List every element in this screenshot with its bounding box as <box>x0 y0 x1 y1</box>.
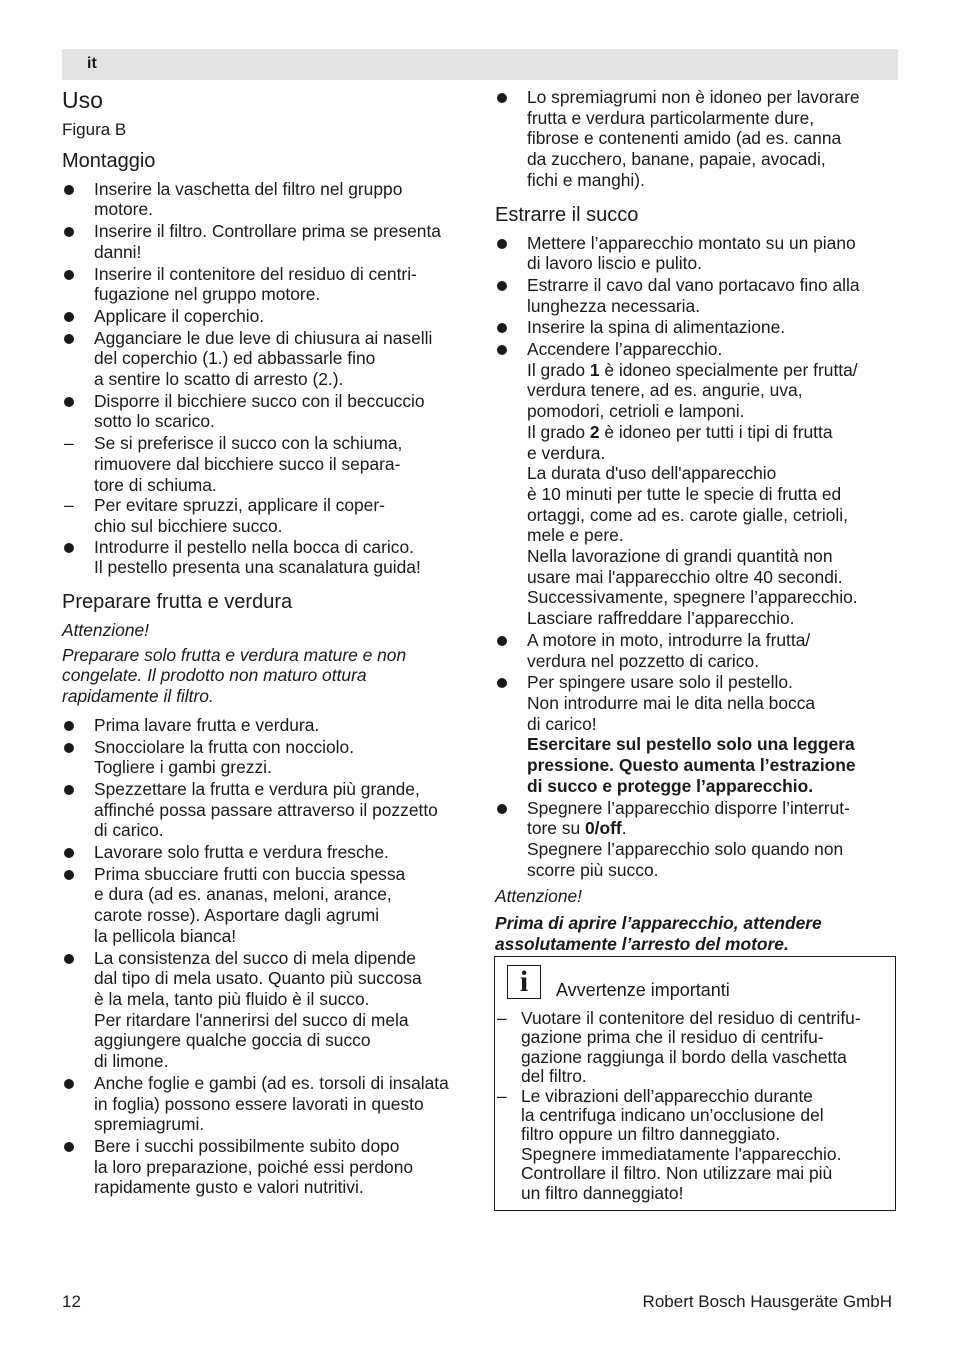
bullet-icon <box>64 785 74 795</box>
list-item: Applicare il coperchio. <box>62 306 466 327</box>
list-item: Inserire il filtro. Controllare prima se presenta danni! <box>62 221 466 262</box>
bullet-icon <box>497 804 507 814</box>
montaggio-list <box>62 179 466 432</box>
dash-icon: – <box>64 433 74 454</box>
grado2-line: Il grado 2 è idoneo per tutti i tipi di frutta <box>527 421 833 442</box>
bullet-icon <box>64 543 74 553</box>
bullet-icon <box>64 397 74 407</box>
figure-reference: Figura B <box>62 119 127 139</box>
attention-text: Preparare solo frutta e verdura mature e non congelate. Il prodotto non maturo ottura rapidamente il filtro. <box>62 644 407 707</box>
bullet-icon <box>64 334 74 344</box>
page-number: 12 <box>62 1292 81 1311</box>
company-name: Robert Bosch Hausgeräte GmbH <box>642 1292 892 1311</box>
grado1-line: Il grado 1 è idoneo specialmente per frutta/ <box>527 359 858 380</box>
bullet-icon <box>497 281 507 291</box>
montaggio-list-last <box>62 537 466 578</box>
list-item: Snocciolare la frutta con nocciolo. Togliere i gambi grezzi. <box>62 737 466 778</box>
list-item: Bere i succhi possibilmente subito dopo la loro preparazione, poiché essi perdono rapidamente gusto e valori nutritivi. <box>62 1136 466 1198</box>
intro-list <box>495 87 897 191</box>
bullet-icon <box>64 954 74 964</box>
list-item: Inserire la vaschetta del filtro nel gruppo motore. <box>62 179 466 220</box>
list-item: – Vuotare il contenitore del residuo di centrifu- gazione prima che il residuo di centrifu- gazione raggiunga il bordo della vaschetta del filtro. <box>497 1008 861 1087</box>
bullet-icon <box>64 870 74 880</box>
list-item: Mettere l’apparecchio montato su un piano di lavoro liscio e pulito. <box>495 233 897 274</box>
list-item: Introdurre il pestello nella bocca di carico. Il pestello presenta una scanalatura guida! <box>62 537 466 578</box>
list-item: Per spingere usare solo il pestello. Non introdurre mai le dita nella bocca di carico! Esercitare sul pestello solo una leggera pressione. Questo aumenta l’estrazione di succo e protegge l’apparecchio. <box>495 672 897 796</box>
list-item: Inserire il contenitore del residuo di centri- fugazione nel gruppo motore. <box>62 264 466 305</box>
bullet-icon <box>497 345 507 355</box>
list-item: Spegnere l’apparecchio disporre l’interrut- tore su 0/off. Spegnere l’apparecchio solo quando non scorre più succo. <box>495 798 897 881</box>
box-title: Avvertenze importanti <box>556 980 730 1000</box>
heading-montaggio: Montaggio <box>62 149 156 172</box>
language-tag: it <box>87 55 97 72</box>
list-item: Anche foglie e gambi (ad es. torsoli di insalata in foglia) possono essere lavorati in questo spremiagrumi. <box>62 1073 466 1135</box>
bullet-icon <box>64 848 74 858</box>
important-notes-box <box>494 956 896 1211</box>
bullet-icon <box>64 227 74 237</box>
montaggio-sublist <box>62 433 466 537</box>
bullet-icon <box>497 93 507 103</box>
attention-text-right: Prima di aprire l’apparecchio, attendere assolutamente l’arresto del motore. <box>495 913 822 954</box>
list-item: – Se si preferisce il succo con la schiuma, rimuovere dal bicchiere succo il separa- tore di schiuma. <box>64 433 403 495</box>
heading-preparare: Preparare frutta e verdura <box>62 591 293 614</box>
preparare-list <box>62 715 466 1198</box>
bullet-icon <box>64 1079 74 1089</box>
bullet-icon <box>497 239 507 249</box>
list-item: Disporre il bicchiere succo con il beccuccio sotto lo scarico. <box>62 391 466 432</box>
bullet-icon <box>64 312 74 322</box>
dash-icon: – <box>64 495 74 516</box>
section-title: Uso <box>62 87 103 113</box>
list-item: Accendere l’apparecchio. Il grado 1 è idoneo specialmente per frutta/ verdura tenere, ad es. angurie, uva, pomodori, cetrioli e lamponi. Il grado 2 è idoneo per tutti i tipi di frutta e verdura. La durata d'uso dell'apparecchio è 10 minuti per tutte le specie di frutta ed ortaggi, come ad es. carote gialle, cetrioli, mele e pere. Nella lavorazione di grandi quantità non usare mai l'apparecchio oltre 40 secondi. Successivamente, spegnere l’apparecchio. Lasciare raffreddare l’apparecchio. <box>495 339 897 629</box>
bullet-icon <box>64 185 74 195</box>
bullet-icon <box>497 636 507 646</box>
bullet-icon <box>64 743 74 753</box>
bullet-icon <box>497 323 507 333</box>
bullet-icon <box>64 721 74 731</box>
list-item: Lavorare solo frutta e verdura fresche. <box>62 842 466 863</box>
attention-label: Attenzione! <box>62 620 150 641</box>
bullet-icon <box>64 270 74 280</box>
switch-line: tore su 0/off. <box>527 818 627 839</box>
list-item: Inserire la spina di alimentazione. <box>495 317 897 338</box>
bullet-icon <box>497 678 507 688</box>
right-column <box>495 83 897 960</box>
bullet-icon <box>64 1142 74 1152</box>
dash-icon: – <box>497 1008 507 1028</box>
list-item: – Per evitare spruzzi, applicare il coper- chio sul bicchiere succo. <box>64 495 385 536</box>
estrarre-list <box>495 233 897 881</box>
list-item: – Le vibrazioni dell’apparecchio durante la centrifuga indicano un’occlusione del filtro oppure un filtro danneggiato. Spegnere immediatamente l'apparecchio. Controllare il filtro. Non utilizzare mai più un filtro danneggiato! <box>497 1085 842 1203</box>
list-item: Spezzettare la frutta e verdura più grande, affinché possa passare attraverso il pozzetto di carico. <box>62 779 466 841</box>
list-item: Agganciare le due leve di chiusura ai naselli del coperchio (1.) ed abbassarle fino a sentire lo scatto di arresto (2.). <box>62 328 466 390</box>
heading-estrarre: Estrarre il succo <box>495 203 639 226</box>
info-icon: i <box>507 965 541 999</box>
language-bar <box>62 49 898 80</box>
left-column <box>62 83 466 1199</box>
list-item: Prima sbucciare frutti con buccia spessa e dura (ad es. ananas, meloni, arance, carote rosse). Asportare dagli agrumi la pellicola bianca! <box>62 864 466 947</box>
attention-label-right: Attenzione! <box>495 886 583 907</box>
list-item: Lo spremiagrumi non è idoneo per lavorare frutta e verdura particolarmente dure, fibrose e contenenti amido (ad es. canna da zucchero, banane, papaie, avocadi, fichi e manghi). <box>495 87 897 191</box>
list-item: La consistenza del succo di mela dipende dal tipo di mela usato. Quanto più succosa è la mela, tanto più fluido è il succo. Per ritardare l'annerirsi del succo di mela aggiungere qualche goccia di succo di limone. <box>62 948 466 1072</box>
list-item: Prima lavare frutta e verdura. <box>62 715 466 736</box>
list-item: Estrarre il cavo dal vano portacavo fino alla lunghezza necessaria. <box>495 275 897 316</box>
box-list <box>495 1009 895 1203</box>
list-item: A motore in moto, introdurre la frutta/ verdura nel pozzetto di carico. <box>495 630 897 671</box>
dash-icon: – <box>497 1085 507 1106</box>
